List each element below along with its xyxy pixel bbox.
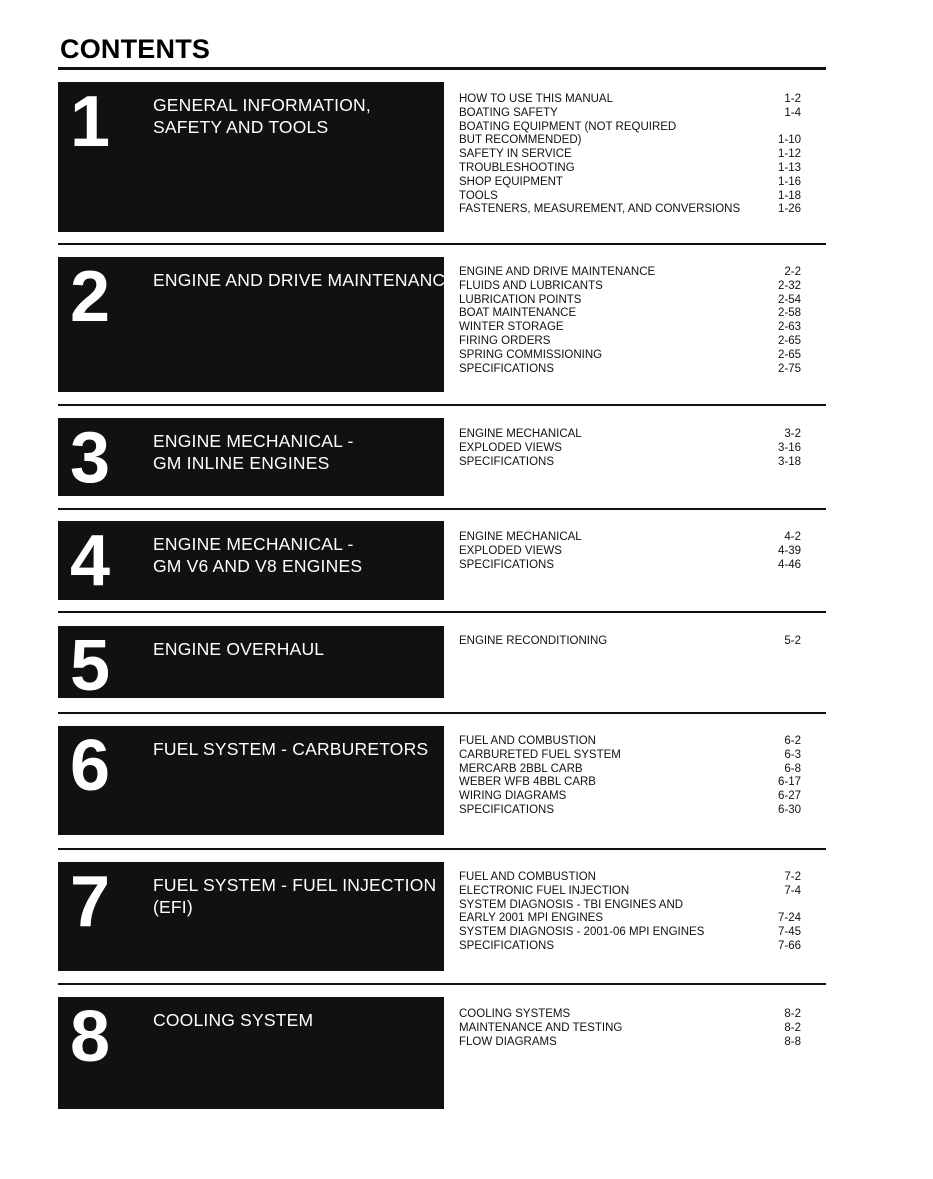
topic-label: COOLING SYSTEMS <box>459 1008 571 1020</box>
topic-page-number: 1-10 <box>777 134 801 147</box>
topic-entry[interactable] <box>459 134 801 148</box>
topic-label: TOOLS <box>459 189 498 202</box>
topic-page-number: 1-26 <box>777 203 801 216</box>
topic-label: EXPLODED VIEWS <box>459 544 562 557</box>
chapter-7-topics <box>459 871 801 954</box>
topic-label: WEBER WFB 4BBL CARB <box>459 776 596 789</box>
topic-page-number: 2-65 <box>777 348 801 361</box>
topic-label: TROUBLESHOOTING <box>459 161 575 174</box>
topic-label: SYSTEM DIAGNOSIS - 2001-06 MPI ENGINES <box>459 926 705 939</box>
topic-page-number: 1-13 <box>777 161 801 174</box>
chapter-6-tab[interactable] <box>58 726 444 835</box>
topic-entry[interactable] <box>459 885 801 899</box>
topic-page-number: 4-46 <box>777 558 801 571</box>
topic-label: ELECTRONIC FUEL INJECTION <box>459 884 630 897</box>
chapter-title <box>153 430 354 474</box>
topic-label: FLUIDS AND LUBRICANTS <box>459 279 603 292</box>
chapter-number: 5 <box>70 626 111 706</box>
title-rule <box>58 67 826 70</box>
chapter-6-topics <box>459 735 801 818</box>
topic-entry[interactable] <box>459 162 801 176</box>
chapter-1-tab[interactable] <box>58 82 444 232</box>
chapter-8-tab[interactable] <box>58 997 444 1109</box>
topic-page-number: 8-2 <box>784 1008 801 1020</box>
topic-entry[interactable] <box>459 121 801 135</box>
topic-entry[interactable] <box>459 1036 801 1050</box>
topic-page-number: 7-4 <box>784 884 801 897</box>
topic-label: HOW TO USE THIS MANUAL <box>459 93 613 105</box>
topic-label: SPECIFICATIONS <box>459 455 554 468</box>
topic-entry[interactable] <box>459 545 801 559</box>
chapter-number: 3 <box>70 418 111 498</box>
topic-entry[interactable] <box>459 735 801 749</box>
topic-entry[interactable] <box>459 763 801 777</box>
topic-entry[interactable] <box>459 280 801 294</box>
chapter-title <box>153 533 362 577</box>
topic-page-number: 1-18 <box>777 189 801 202</box>
topic-page-number: 2-65 <box>777 334 801 347</box>
chapter-number: 1 <box>70 82 111 162</box>
topic-page-number: 6-3 <box>784 748 801 761</box>
topic-page-number: 6-8 <box>784 762 801 775</box>
topic-page-number: 1-4 <box>784 106 801 119</box>
topic-label: BUT RECOMMENDED) <box>459 134 582 147</box>
topic-page-number: 3-16 <box>777 441 801 454</box>
chapter-2-tab[interactable] <box>58 257 458 392</box>
chapter-number: 7 <box>70 862 111 942</box>
topic-entry[interactable] <box>459 940 801 954</box>
section-divider <box>58 243 826 245</box>
section-divider <box>58 404 826 406</box>
topic-label: CARBURETED FUEL SYSTEM <box>459 748 621 761</box>
topic-label: FLOW DIAGRAMS <box>459 1035 557 1048</box>
chapter-title-line: ENGINE OVERHAUL <box>153 639 325 659</box>
topic-entry[interactable] <box>459 790 801 804</box>
topic-label: FASTENERS, MEASUREMENT, AND CONVERSIONS <box>459 203 741 216</box>
chapter-number: 8 <box>70 997 111 1077</box>
topic-page-number: 2-54 <box>777 293 801 306</box>
topic-page-number: 7-24 <box>777 912 801 925</box>
chapter-number: 6 <box>70 726 111 806</box>
topic-entry[interactable] <box>459 804 801 818</box>
topic-label: SYSTEM DIAGNOSIS - TBI ENGINES AND <box>459 898 684 911</box>
topic-entry[interactable] <box>459 559 801 573</box>
chapter-title-line: COOLING SYSTEM <box>153 1010 314 1030</box>
topic-label: MAINTENANCE AND TESTING <box>459 1021 623 1034</box>
chapter-number: 4 <box>70 521 111 601</box>
topic-entry[interactable] <box>459 428 801 442</box>
topic-page-number: 2-63 <box>777 321 801 334</box>
topic-label: ENGINE MECHANICAL <box>459 531 582 543</box>
topic-entry[interactable] <box>459 531 801 545</box>
chapter-4-tab[interactable] <box>58 521 444 600</box>
topic-entry[interactable] <box>459 1008 801 1022</box>
chapter-8-topics <box>459 1008 801 1049</box>
topic-page-number: 1-16 <box>777 175 801 188</box>
topic-label: WINTER STORAGE <box>459 321 564 334</box>
topic-page-number: 4-2 <box>784 531 801 543</box>
topic-entry[interactable] <box>459 294 801 308</box>
topic-page-number: 6-30 <box>777 803 801 816</box>
topic-entry[interactable] <box>459 266 801 280</box>
topic-label: SPECIFICATIONS <box>459 939 554 952</box>
topic-page-number: 1-12 <box>777 148 801 161</box>
topic-page-number: 8-8 <box>784 1035 801 1048</box>
section-divider <box>58 712 826 714</box>
topic-page-number: 2-2 <box>784 266 801 278</box>
chapter-4-topics <box>459 531 801 572</box>
topic-entry[interactable] <box>459 363 801 377</box>
chapter-title <box>153 638 324 660</box>
chapter-title <box>153 269 457 291</box>
topic-label: SAFETY IN SERVICE <box>459 148 572 161</box>
chapter-title <box>153 874 436 918</box>
chapter-title-line: GENERAL INFORMATION, <box>153 95 371 115</box>
topic-entry[interactable] <box>459 148 801 162</box>
topic-label: SPECIFICATIONS <box>459 362 554 375</box>
chapter-5-topics <box>459 635 801 649</box>
chapter-5-tab[interactable] <box>58 626 444 706</box>
topic-entry[interactable] <box>459 635 801 649</box>
topic-page-number: 1-2 <box>784 93 801 105</box>
chapter-title-line: SAFETY AND TOOLS <box>153 117 329 137</box>
topic-label: FUEL AND COMBUSTION <box>459 735 596 747</box>
section-divider <box>58 848 826 850</box>
topic-page-number: 3-18 <box>777 455 801 468</box>
chapter-1-topics <box>459 93 801 217</box>
topic-entry[interactable] <box>459 899 801 913</box>
topic-page-number: 2-75 <box>777 362 801 375</box>
topic-label: LUBRICATION POINTS <box>459 293 582 306</box>
section-divider <box>58 611 826 613</box>
chapter-7-tab[interactable] <box>58 862 444 971</box>
page-title: CONTENTS <box>60 34 211 64</box>
topic-label: MERCARB 2BBL CARB <box>459 762 583 775</box>
chapter-title-line: ENGINE MECHANICAL - <box>153 534 354 554</box>
topic-page-number: 7-66 <box>777 939 801 952</box>
topic-label: EARLY 2001 MPI ENGINES <box>459 912 604 925</box>
topic-entry[interactable] <box>459 307 801 321</box>
topic-label: ENGINE RECONDITIONING <box>459 635 608 647</box>
topic-label: SPECIFICATIONS <box>459 558 554 571</box>
chapter-title <box>153 94 371 138</box>
topic-label: SPECIFICATIONS <box>459 803 554 816</box>
chapter-title-line: FUEL SYSTEM - FUEL INJECTION <box>153 875 437 895</box>
topic-page-number: 5-2 <box>784 635 801 647</box>
topic-label: ENGINE AND DRIVE MAINTENANCE <box>459 266 656 278</box>
topic-entry[interactable] <box>459 176 801 190</box>
topic-label: BOAT MAINTENANCE <box>459 307 577 320</box>
topic-page-number: 6-27 <box>777 790 801 803</box>
topic-entry[interactable] <box>459 321 801 335</box>
chapter-title-line: ENGINE AND DRIVE MAINTENANCE <box>153 270 458 290</box>
chapter-title-line: GM V6 AND V8 ENGINES <box>153 556 363 576</box>
topic-entry[interactable] <box>459 456 801 470</box>
topic-label: BOATING EQUIPMENT (NOT REQUIRED <box>459 120 677 133</box>
topic-entry[interactable] <box>459 871 801 885</box>
topic-label: WIRING DIAGRAMS <box>459 790 567 803</box>
topic-page-number: 6-17 <box>777 776 801 789</box>
topic-page-number: 6-2 <box>784 735 801 747</box>
topic-page-number: 4-39 <box>777 544 801 557</box>
topic-page-number: 3-2 <box>784 428 801 440</box>
chapter-number: 2 <box>70 257 111 337</box>
section-divider <box>58 508 826 510</box>
topic-label: FIRING ORDERS <box>459 334 551 347</box>
topic-label: FUEL AND COMBUSTION <box>459 871 596 883</box>
section-divider <box>58 983 826 985</box>
topic-entry[interactable] <box>459 926 801 940</box>
chapter-title-line: (EFI) <box>153 897 193 917</box>
topic-entry[interactable] <box>459 107 801 121</box>
topic-label: SHOP EQUIPMENT <box>459 175 563 188</box>
chapter-title <box>153 738 428 760</box>
chapter-title-line: FUEL SYSTEM - CARBURETORS <box>153 739 429 759</box>
topic-page-number: 8-2 <box>784 1021 801 1034</box>
chapter-title-line: ENGINE MECHANICAL - <box>153 431 354 451</box>
topic-label: ENGINE MECHANICAL <box>459 428 582 440</box>
topic-entry[interactable] <box>459 190 801 204</box>
topic-entry[interactable] <box>459 442 801 456</box>
topic-entry[interactable] <box>459 912 801 926</box>
chapter-3-topics <box>459 428 801 469</box>
topic-page-number: 7-2 <box>784 871 801 883</box>
topic-page-number: 7-45 <box>777 926 801 939</box>
topic-entry[interactable] <box>459 749 801 763</box>
chapter-2-topics <box>459 266 801 376</box>
topic-entry[interactable] <box>459 203 801 217</box>
chapter-title <box>153 1009 313 1031</box>
topic-entry[interactable] <box>459 335 801 349</box>
topic-entry[interactable] <box>459 776 801 790</box>
topic-page-number: 2-32 <box>777 279 801 292</box>
topic-entry[interactable] <box>459 93 801 107</box>
topic-label: BOATING SAFETY <box>459 106 558 119</box>
topic-label: SPRING COMMISSIONING <box>459 348 603 361</box>
topic-entry[interactable] <box>459 1022 801 1036</box>
chapter-3-tab[interactable] <box>58 418 444 496</box>
topic-label: EXPLODED VIEWS <box>459 441 562 454</box>
topic-entry[interactable] <box>459 349 801 363</box>
topic-page-number: 2-58 <box>777 307 801 320</box>
chapter-title-line: GM INLINE ENGINES <box>153 453 330 473</box>
